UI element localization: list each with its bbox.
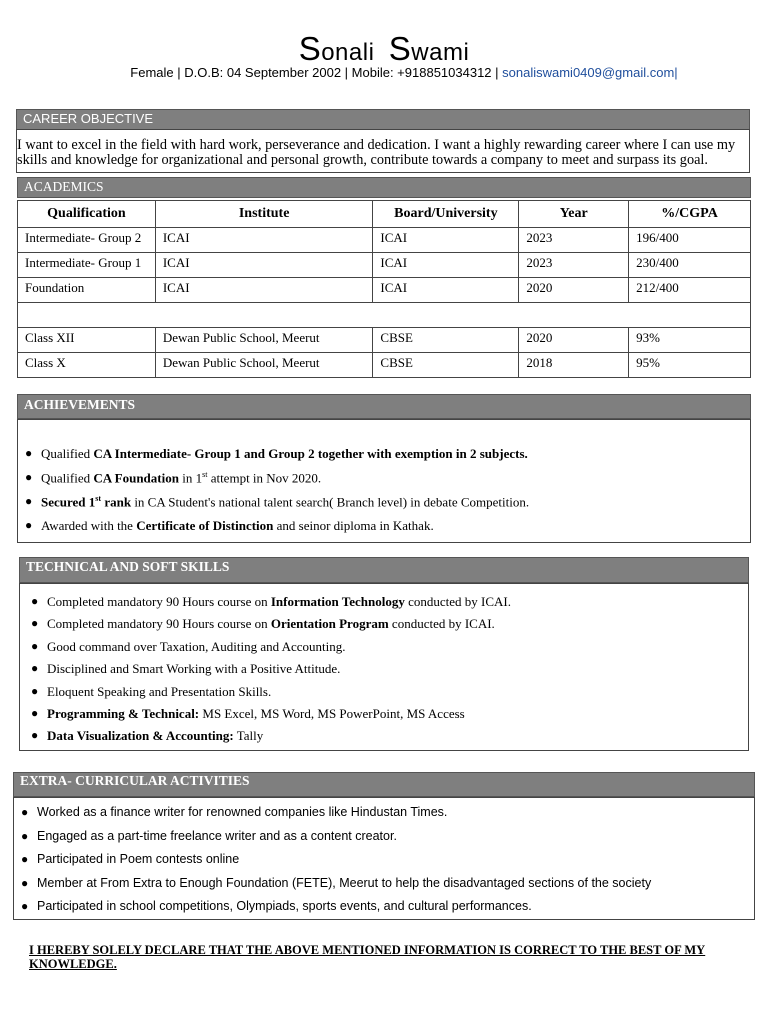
bullet-icon: ●	[31, 616, 39, 631]
list-item: ● Programming & Technical: MS Excel, MS Word, MS PowerPoint, MS Access	[31, 705, 465, 721]
column-header: %/CGPA	[629, 201, 751, 228]
candidate-name: Sonali Swami	[298, 30, 470, 67]
table-cell: 95%	[629, 353, 751, 378]
table-cell: 2020	[519, 328, 629, 353]
list-item: ● Participated in Poem contests online	[21, 852, 240, 866]
table-row	[18, 353, 751, 378]
bullet-icon: ●	[25, 494, 33, 508]
bullet-icon: ●	[25, 446, 33, 460]
table-header-row	[18, 201, 751, 228]
table-cell: Intermediate- Group 2	[18, 228, 156, 253]
table-cell: Class XII	[18, 328, 156, 353]
table-cell: Dewan Public School, Meerut	[155, 328, 373, 353]
table-cell: Intermediate- Group 1	[18, 253, 156, 278]
list-item: ● Data Visualization & Accounting: Tally	[31, 728, 264, 744]
extra-curricular-list	[15, 805, 651, 923]
column-header: Qualification	[18, 201, 156, 228]
column-header: Institute	[155, 201, 373, 228]
list-item: ● Completed mandatory 90 Hours course on Information Technology conducted by ICAI.	[31, 594, 511, 609]
list-item: ● Disciplined and Smart Working with a Positive Attitude.	[31, 661, 341, 677]
career-objective-text: I want to excel in the field with hard work, perseverance and dedication. I want a highly rewarding career where I can use my skills and knowledge for organizational and personal growth, contribute towards a company to meet and surpass its goal.	[17, 137, 736, 168]
list-item: ● Qualified CA Intermediate- Group 1 and Group 2 together with exemption in 2 subjects.	[25, 446, 528, 461]
table-cell: ICAI	[155, 278, 373, 303]
table-cell: ICAI	[373, 253, 519, 278]
bullet-icon: ●	[31, 638, 39, 653]
declaration-text: I HEREBY SOLELY DECLARE THAT THE ABOVE MENTIONED INFORMATION IS CORRECT TO THE BEST OF MY KNOWLEDGE.	[29, 943, 706, 971]
contact-line: Female | D.O.B: 04 September 2002 | Mobile: +918851034312 | sonaliswami0409@gmail.com|	[130, 65, 678, 80]
column-header: Year	[519, 201, 629, 228]
table-cell: 2018	[519, 353, 629, 378]
table-cell: 230/400	[629, 253, 751, 278]
career-objective-heading: CAREER OBJECTIVE	[16, 109, 750, 130]
table-row	[18, 253, 751, 278]
table-cell: 2023	[519, 228, 629, 253]
bullet-icon: ●	[21, 875, 29, 890]
table-cell: CBSE	[373, 353, 519, 378]
bullet-icon: ●	[25, 470, 33, 484]
table-cell: ICAI	[155, 228, 373, 253]
table-cell: Class X	[18, 353, 156, 378]
column-header: Board/University	[373, 201, 519, 228]
list-item: ● Eloquent Speaking and Presentation Skills.	[31, 683, 272, 699]
email-link[interactable]: sonaliswami0409@gmail.com|	[502, 65, 678, 80]
bullet-icon: ●	[21, 828, 29, 843]
list-item: ● Worked as a finance writer for renowned companies like Hindustan Times.	[21, 805, 448, 819]
bullet-icon: ●	[31, 728, 39, 743]
table-cell: Dewan Public School, Meerut	[155, 353, 373, 378]
bullet-icon: ●	[31, 683, 39, 698]
list-item: ● Participated in school competitions, Olympiads, sports events, and cultural performances.	[21, 899, 532, 913]
academics-heading: ACADEMICS	[17, 177, 751, 198]
bullet-icon: ●	[31, 594, 39, 608]
achievements-list	[19, 446, 529, 542]
table-cell: ICAI	[155, 253, 373, 278]
table-cell: 212/400	[629, 278, 751, 303]
bullet-icon: ●	[31, 705, 39, 720]
list-item: ● Secured 1st rank in CA Student's national talent search( Branch level) in debate Competition.	[25, 494, 530, 510]
list-item: ● Good command over Taxation, Auditing and Accounting.	[31, 638, 346, 654]
table-cell: CBSE	[373, 328, 519, 353]
technical-skills-list	[25, 594, 511, 751]
table-cell: 196/400	[629, 228, 751, 253]
table-cell: ICAI	[373, 228, 519, 253]
bullet-icon: ●	[21, 852, 29, 866]
academics-table	[17, 200, 751, 378]
list-item: ● Qualified CA Foundation in 1st attempt in Nov 2020.	[25, 470, 322, 486]
table-cell: Foundation	[18, 278, 156, 303]
table-cell: 2023	[519, 253, 629, 278]
list-item: ● Engaged as a part-time freelance writer and as a content creator.	[21, 828, 397, 843]
table-row	[18, 228, 751, 253]
bullet-icon: ●	[21, 899, 29, 913]
table-spacer-cell	[18, 303, 751, 328]
achievements-heading: ACHIEVEMENTS	[17, 394, 751, 419]
list-item: ● Completed mandatory 90 Hours course on Orientation Program conducted by ICAI.	[31, 616, 495, 632]
bullet-icon: ●	[31, 661, 39, 676]
table-row-spacer	[18, 303, 751, 328]
table-cell: 93%	[629, 328, 751, 353]
table-cell: ICAI	[373, 278, 519, 303]
list-item: ● Awarded with the Certificate of Distinction and seinor diploma in Kathak.	[25, 518, 434, 533]
technical-skills-heading: TECHNICAL AND SOFT SKILLS	[19, 557, 749, 583]
extra-curricular-heading: EXTRA- CURRICULAR ACTIVITIES	[13, 772, 755, 797]
table-cell: 2020	[519, 278, 629, 303]
list-item: ● Member at From Extra to Enough Foundation (FETE), Meerut to help the disadvantaged sections of the society	[21, 875, 652, 890]
bullet-icon: ●	[25, 518, 33, 532]
bullet-icon: ●	[21, 805, 29, 819]
table-row	[18, 328, 751, 353]
table-row	[18, 278, 751, 303]
